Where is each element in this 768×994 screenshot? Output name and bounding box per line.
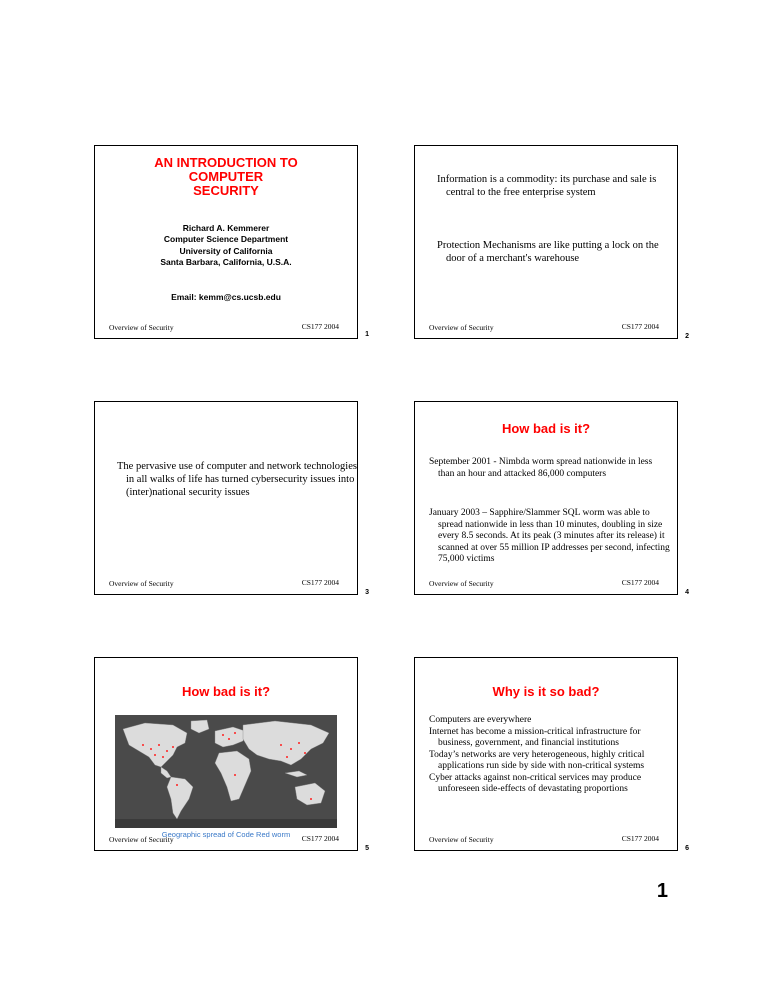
slide-4-title: How bad is it? xyxy=(501,421,591,436)
slide-footer-right: CS177 2004 xyxy=(621,834,659,843)
slide-footer-left: Overview of Security xyxy=(109,323,174,332)
slide-2 xyxy=(414,145,689,340)
page-number: 1 xyxy=(656,880,668,902)
list-item: Internet has become a mission-critical infrastructure for business, government, and financial institutions xyxy=(429,726,641,748)
slide-2-para-1: Information is a commodity: its purchase and sale is central to the free enterprise system xyxy=(437,174,657,198)
slide-footer-right: CS177 2004 xyxy=(621,578,659,587)
slide-6 xyxy=(414,657,689,852)
author-email: Email: kemm@cs.ucsb.edu xyxy=(171,292,281,302)
slide-4 xyxy=(414,401,689,596)
list-item: Today’s networks are very heterogeneous, highly critical applications run side by side with non-critical systems xyxy=(429,749,645,771)
slide-number: 2 xyxy=(685,333,689,340)
slide-5-title: How bad is it? xyxy=(181,684,271,699)
slide-4-para-2: January 2003 – Sapphire/Slammer SQL worm was able to spread nationwide in less than 10 minutes, doubling in size every 8.5 seconds. At its peak (3 minutes after its release) it scanned at over 55 million IP addresses per second, infecting 75,000 victims xyxy=(429,508,670,564)
map-caption: Geographic spread of Code Red worm xyxy=(161,830,291,839)
slide-3-para: The pervasive use of computer and network technologies in all walks of life has turned cybersecurity issues into (inter)national security issues xyxy=(117,461,357,498)
slide-footer-right: CS177 2004 xyxy=(301,834,339,843)
slide-1-title: AN INTRODUCTION TO COMPUTER SECURITY xyxy=(154,155,298,198)
slide-number: 3 xyxy=(365,589,369,596)
slide-number: 5 xyxy=(365,845,369,852)
slide-footer-right: CS177 2004 xyxy=(301,578,339,587)
slide-footer-left: Overview of Security xyxy=(429,835,494,844)
slide-1 xyxy=(94,145,369,339)
slide-footer-left: Overview of Security xyxy=(429,579,494,588)
author-name: Richard A. Kemmerer xyxy=(182,223,270,233)
slide-footer-right: CS177 2004 xyxy=(301,322,339,331)
slide-number: 6 xyxy=(685,845,689,852)
slide-number: 1 xyxy=(365,331,369,338)
author-univ: University of California xyxy=(179,246,273,256)
slide-footer-left: Overview of Security xyxy=(109,579,174,588)
slide-footer-right: CS177 2004 xyxy=(621,322,659,331)
slide-4-para-1: September 2001 - Nimbda worm spread nationwide in less than an hour and attacked 86,000 computers xyxy=(429,457,653,479)
slide-2-para-2: Protection Mechanisms are like putting a lock on the door of a merchant's warehouse xyxy=(437,240,659,264)
slide-footer-left: Overview of Security xyxy=(109,835,174,844)
slide-5 xyxy=(94,657,369,852)
slide-6-bullets xyxy=(429,715,665,796)
list-item: Cyber attacks against non-critical services may produce unforeseen side-effects of devastating proportions xyxy=(429,772,642,794)
slide-footer-left: Overview of Security xyxy=(429,323,494,332)
author-dept: Computer Science Department xyxy=(163,234,289,244)
slide-6-title: Why is it so bad? xyxy=(492,684,600,699)
list-item: Computers are everywhere xyxy=(429,715,532,725)
world-map-image xyxy=(115,715,337,828)
world-map-svg xyxy=(115,715,337,828)
slide-number: 4 xyxy=(685,589,689,596)
slide-3 xyxy=(94,401,369,596)
author-city: Santa Barbara, California, U.S.A. xyxy=(160,257,292,267)
